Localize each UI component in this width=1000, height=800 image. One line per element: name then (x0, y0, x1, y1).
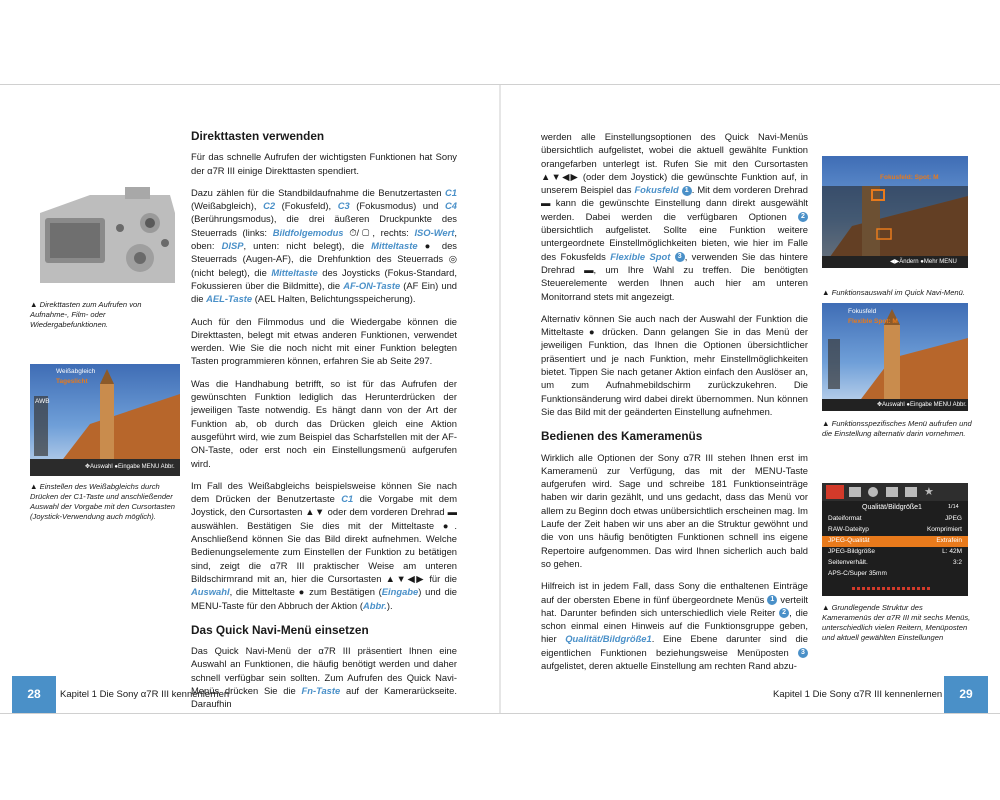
wb-option: Tageslicht (56, 378, 88, 385)
menu-row-label: Seitenverhält. (828, 559, 868, 566)
menu-row-label: APS-C/Super 35mm (828, 570, 887, 577)
menu-row[interactable] (822, 536, 968, 547)
camera2-tab-icon[interactable] (849, 487, 861, 497)
camera-back-photo (30, 183, 180, 293)
page-number-right: 29 (944, 676, 988, 713)
menu-row-value: Komprimiert (926, 526, 962, 533)
caption-focus-menu: ▲ Funktionsspezifisches Menü aufrufen und die Einstellung alternativ darin vornehmen. (822, 419, 972, 438)
book-gutter (499, 85, 501, 713)
focus-screen-photo (822, 303, 968, 411)
toolbox-tab-icon[interactable] (905, 487, 917, 497)
menu-tab-title: Qualität/Bildgröße1 (862, 504, 922, 511)
quicknavi-bottom-bar: ◀▶Ändern ●Mehr MENU (890, 259, 957, 265)
wb-screen-photo (30, 364, 180, 476)
left-body (191, 130, 457, 720)
menu-row[interactable] (822, 547, 968, 558)
footer-chapter-right: Kapitel 1 Die Sony α7R III kennenlernen (773, 689, 943, 700)
menu-row[interactable] (822, 569, 968, 580)
paragraph: Auch für den Filmmodus und die Wiedergabe können die Direkttasten, belegt mit etwas anderen Funktionen, verwendet werden. Wie Sie die noch nicht mit einer Funktion belegten Tasten programmieren können, erfahren Sie ab Seite 297. (191, 315, 457, 367)
paragraph: Was die Handhabung betrifft, so ist für das Aufrufen der gewünschten Funktion lediglich das Herunterdrücken der jeweiligen Taste notwendig. Es hängt dann von der Art der Funktion ab, ob durch das Drücken gleich eine Aktion ausgeführt wird, wie zum Beispiel das Scharfstellen mit der AF-ON-Taste, oder erst noch ein Einstellungsmenü aufgerufen wird. (191, 377, 457, 469)
caption-wb: ▲ Einstellen des Weißabgleichs durch Drücken der C1-Taste und anschließender Auswahl der Vorgabe mit den Cursortasten (Joystick-Verwendung auch möglich). (30, 482, 175, 521)
paragraph-menu-structure: Hilfreich ist in jedem Fall, dass Sony die enthaltenen Einträge auf der obersten Ebene in fünf übergeordnete Menüs 1 verteilt hat. Darunter befinden sich unterschiedlich viele Reiter 2 , die schon einmal einen Hinweis auf die Funktionsgruppe geben, hier Qualität/Bildgröße1. Eine Ebene darunter sind die eigentlichen Funktionen beziehungsweise Menüposten 3 aufgelistet, deren aktuelle Einstellung am rechten Rand abzu- (541, 580, 809, 671)
menu-row-value: 3:2 (952, 559, 962, 566)
paragraph: Wirklich alle Optionen der Sony α7R III stehen Ihnen erst im Kameramenü zur Verfügung, das mit der MENU-Taste aufgerufen wird. Sage und schreibe 181 Funktionseinträge haben wir darin gezählt, und uns gedacht, dass das Menü vor allem zu Beginn doch etwas unübersichtlich erscheinen mag. Im Laufe der Zeit haben wir uns aber an die Struktur gewöhnt und die von uns häufig benötigten Funktionen schnell ins eigene Repertoire aufgenommen. Das wird Ihnen sicherlich auch bald so gehen. (541, 451, 808, 569)
menu-row[interactable] (822, 558, 968, 569)
menu-row-label: Dateiformat (828, 515, 862, 522)
camera-tab-icon[interactable] (826, 485, 844, 499)
heading-quicknavi: Das Quick Navi-Menü einsetzen (191, 622, 369, 637)
paragraph-wb: Im Fall des Weißabgleichs beispielsweise können Sie nach dem Drücken der Benutzertaste C1 die Vorgabe mit dem Joystick, den Cursortasten ▲▼ oder dem vorderen Drehrad ▬ auswählen. Bestätigen Sie dies mit der Mitteltaste ●. Anschließend können Sie das Bild direkt aufnehmen. Welche Bedienungselemente zum Einstellen der Funktion zu betätigen sind, zeigt die α7R III praktischer Weise am unteren Bildschirmrand mit an, hier die Cursortasten ▲▼◀▶ für die Auswahl, die Mitteltaste ● zum Bestätigen (Eingabe) und die MENU-Taste für den Abbruch der Aktion (Abbr.). (191, 479, 458, 611)
focus-title: Fokusfeld (848, 308, 877, 315)
paragraph: Für das schnelle Aufrufen der wichtigsten Funktionen hat Sony der α7R III einige Direkttasten spendiert. (191, 151, 457, 176)
quicknavi-screen-photo (822, 156, 968, 268)
menu-row-value: JPEG (945, 515, 962, 522)
focus-option: Flexible Spot: M (848, 318, 898, 325)
paragraph-quicknavi-cont: werden alle Einstellungsoptionen des Quick Navi-Menüs übersichtlich aufgelistet, wobei die aktuell gewählte Funktion orangefarben unterlegt ist. Rufen Sie mit den Cursortasten ▲▼◀▶ (oder dem Joystick) die gewünschte Funktion auf, in unserem Beispiel das Fokusfeld 1 . Mit dem vorderen Drehrad ▬ kann die gewünschte Einstellung dann direkt ausgewählt werden. Dabei werden die verfügbaren Optionen 2 übersichtlich aufgelistet. Sollte eine Funktion weitere untergeordnete Einstellmöglichkeiten bieten, wie hier im Falle des Fokusfelds Flexible Spot 3 , verwenden Sie das hintere Drehrad ▬, um Ihre Wahl zu treffen. Die benötigten Steuerelemente werden Ihnen auch hier am unteren Monitorrand stets mit angezeigt. (541, 131, 808, 302)
menu-row-label: RAW-Dateityp (828, 526, 869, 533)
menu-tabs-bar (822, 483, 968, 501)
footer-chapter-left: Kapitel 1 Die Sony α7R III kennenlernen (60, 689, 230, 700)
caption-quicknavi: ▲ Funktionsauswahl im Quick Navi-Menü. (822, 288, 965, 297)
heading-direkttasten: Direkttasten verwenden (191, 129, 325, 143)
paragraph-quicknavi: Das Quick Navi-Menü der α7R III präsentiert Ihnen eine Auswahl an Funktionen, die häufig benötigt werden und daher schnell verfügbar sein sollten. Zum Aufrufen des Quick Navi-Menüs drücken Sie die Fn-Taste auf der Kamerarückseite. Daraufhin (191, 645, 457, 710)
menu-row-label: JPEG-Qualität (828, 537, 870, 544)
menu-row[interactable] (822, 525, 968, 536)
caption-direct-keys: ▲ Direkttasten zum Aufrufen von Aufnahme-, Film- oder Wiedergabefunktionen. (30, 300, 142, 329)
page-number-left: 28 (12, 676, 56, 713)
menu-page-indicator: 1/14 (948, 504, 959, 510)
wb-title: Weißabgleich (56, 368, 96, 375)
paragraph-direct-keys: Dazu zählen für die Standbildaufnahme die Benutzertasten C1 (Weißabgleich), C2 (Fokusfeld), C3 (Fokusmodus) und C4 (Berührungsmodus), die drei äußeren Druckpunkte des Steuerrads (links: Bildfolgemodus ⏱/▢, rechts: ISO-Wert, oben: DISP, unten: nicht belegt), die Mitteltaste ● des Steuerrads (Augen-AF), die Drehfunktion des Steuerrads ◎ (nicht belegt), die Mitteltaste des Joysticks (Fokus-Standard, Fokussieren über die Bildmitte), die AF-ON-Taste (AF Ein) und die AEL-Taste (AEL Halten, Belichtungsspeicherung). (191, 186, 458, 305)
paragraph: Alternativ können Sie auch nach der Auswahl der Funktion die Mitteltaste ● drücken. Dann gelangen Sie in das Menü der jeweiligen Funktion, das Ihnen die Optionen übersichtlicher präsentiert und je nach Funktion, mehr Einstellmöglichkeiten bietet. Tippen Sie nach getaner Aktion einfach den Auslöser an, um zum Aufnahmebildschirm zurückzukehren. Die Funktionsänderung wird dabei direkt übernommen. Nun können Sie das Bild mit der geänderten Einstellung aufnehmen. (541, 312, 808, 417)
focus-bottom-bar: ✥Auswahl ●Eingabe MENU Abbr. (877, 402, 967, 408)
right-body (541, 130, 808, 681)
menu-scroll-indicator (852, 587, 932, 590)
star-tab-icon[interactable]: ★ (924, 486, 934, 498)
wb-bottom-bar: ✥Auswahl ●Eingabe MENU Abbr. (85, 464, 175, 470)
playback-tab-icon[interactable] (886, 487, 898, 497)
menu-row[interactable] (822, 514, 968, 525)
wb-awb: AWB (35, 398, 50, 405)
caption-menu-structure: ▲ Grundlegende Struktur des Kameramenüs der α7R III mit sechs Menüs, unterschiedlich vielen Reitern, Menüposten und aktuell gewählten Einstellungen (822, 603, 971, 642)
menu-row-label: JPEG-Bildgröße (828, 548, 875, 555)
menu-row-value: L: 42M (942, 548, 962, 555)
menu-rows (822, 514, 968, 580)
quicknavi-label: Fokusfeld: Spot: M (880, 174, 939, 181)
network-tab-icon[interactable] (868, 487, 878, 497)
heading-menues: Bedienen des Kameramenüs (541, 429, 703, 444)
camera-menu-screen (822, 483, 968, 596)
menu-row-value: Extrafein (936, 537, 962, 544)
